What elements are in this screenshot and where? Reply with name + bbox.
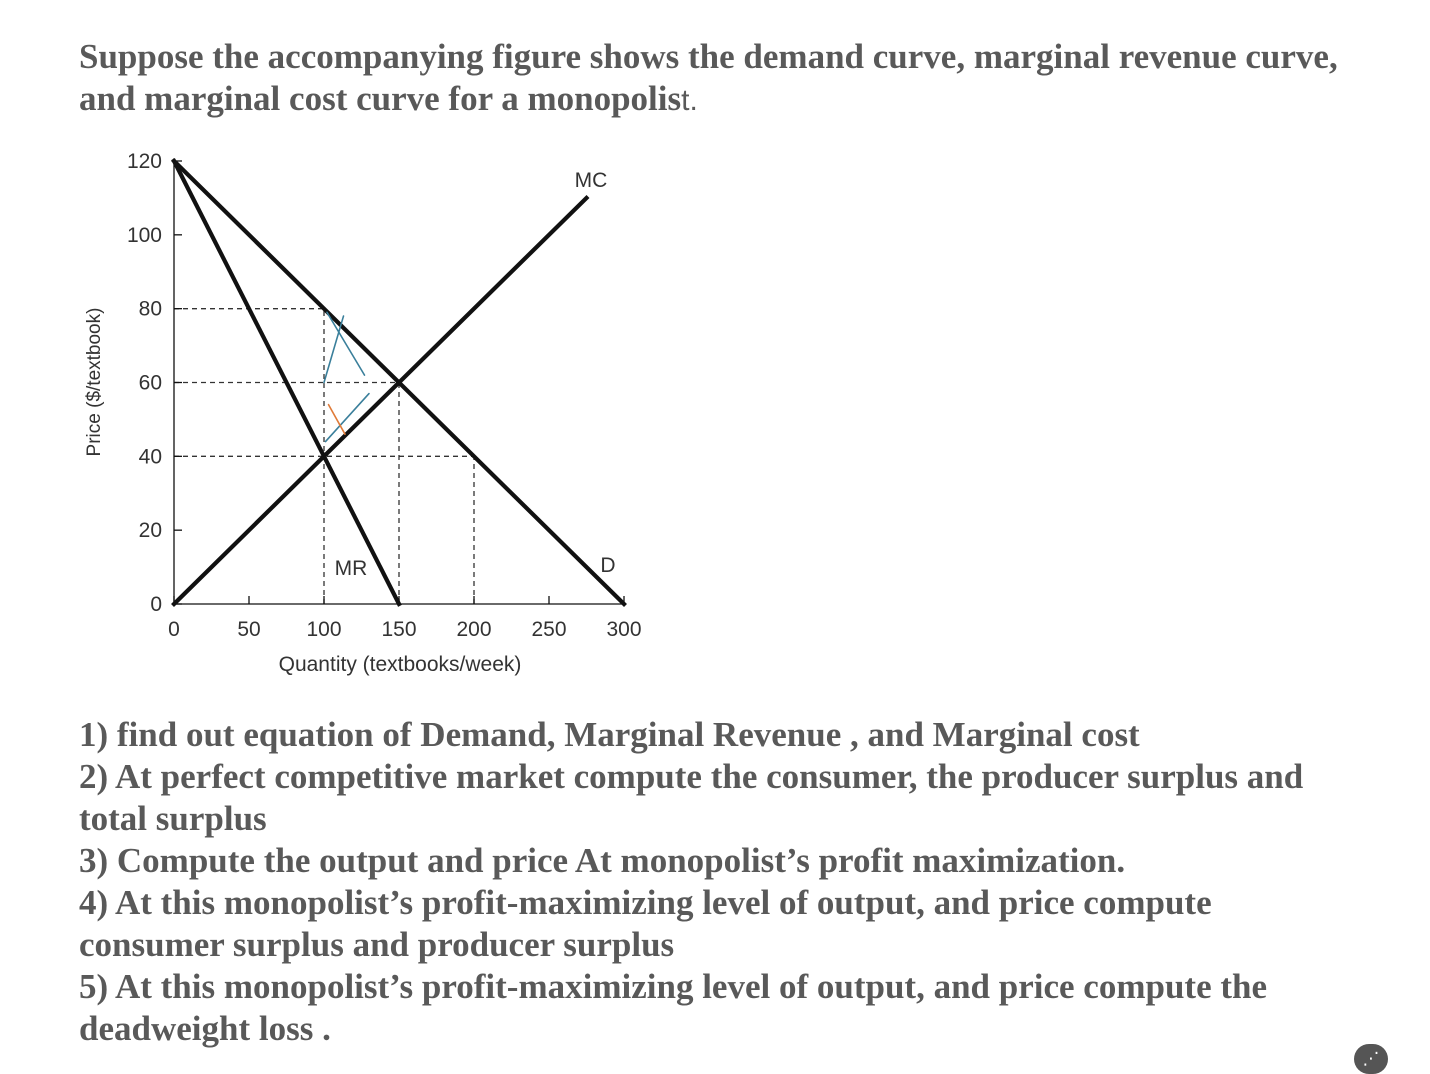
y-tick-label-80: 80 [138,297,162,321]
series-label-mc: MC [574,169,608,192]
monopoly-chart [70,145,670,685]
series-label-mr: MR [334,557,368,580]
series-label-d: D [600,554,616,577]
question-4: 4) At this monopolist’s profit-maximizing level of output, and price compute consumer surplus and producer surplus [79,883,1212,964]
question-1: 1) find out equation of Demand, Marginal Revenue , and Marginal cost [79,715,1140,754]
magic-wand-button[interactable] [1354,1044,1388,1074]
y-tick-label-120: 120 [126,150,162,173]
y-tick-label-60: 60 [138,371,162,395]
magic-wand-icon: ⋰ [1362,1049,1380,1069]
y-tick-label-20: 20 [138,519,162,543]
y-tick-label-100: 100 [126,223,162,247]
question-3: 3) Compute the output and price At monopolist’s profit maximization. [79,841,1126,880]
problem-intro-tail: t. [681,84,698,117]
question-5: 5) At this monopolist’s profit-maximizing level of output, and price compute the deadweight loss . [79,967,1268,1048]
curve-mc [174,198,587,604]
annotation-mark-0 [324,316,344,382]
x-tick-label-0: 0 [168,618,180,641]
questions-list [79,714,1329,1050]
x-tick-label-50: 50 [237,618,261,641]
x-tick-label-250: 250 [531,618,567,641]
x-tick-label-200: 200 [456,618,492,641]
x-axis-label: Quantity (textbooks/week) [278,653,522,676]
problem-intro [79,36,1339,122]
x-tick-label-150: 150 [381,618,417,641]
y-tick-label-40: 40 [138,445,162,469]
y-axis-label: Price ($/textbook) [84,307,105,457]
x-tick-label-100: 100 [306,618,342,641]
y-tick-label-0: 0 [150,593,162,616]
problem-intro-main: Suppose the accompanying figure shows the demand curve, marginal revenue curve, and marginal cost curve for a monopolis [79,37,1338,118]
x-tick-label-300: 300 [606,618,642,641]
question-2: 2) At perfect competitive market compute the consumer, the producer surplus and total surplus [79,757,1304,838]
